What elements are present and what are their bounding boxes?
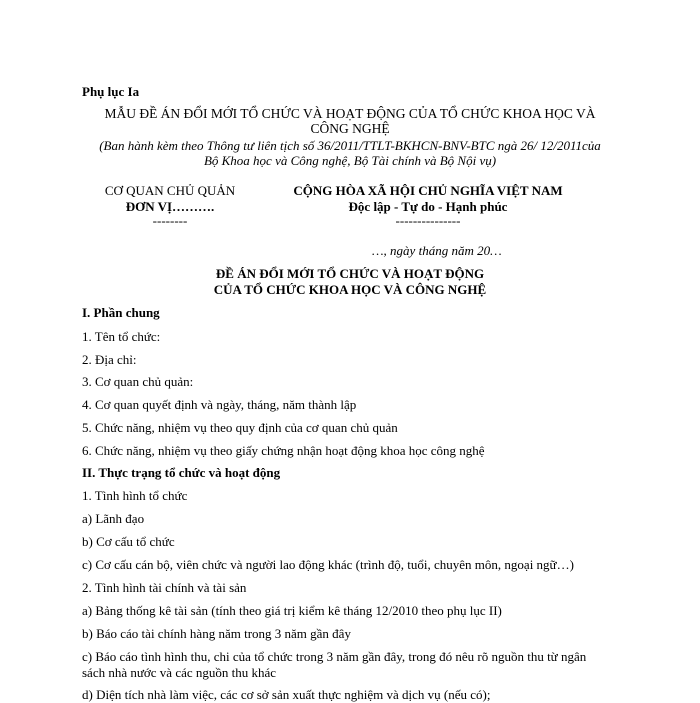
section1-item: 6. Chức năng, nhiệm vụ theo giấy chứng nhận hoạt động khoa học công nghệ	[82, 443, 485, 458]
doc-title-line1: ĐỀ ÁN ĐỔI MỚI TỔ CHỨC VÀ HOẠT ĐỘNG	[215, 266, 485, 281]
header-left-dashes: --------	[152, 213, 188, 228]
date-line: …, ngày tháng năm 20…	[372, 243, 502, 258]
section1-heading: I. Phần chung	[82, 305, 160, 320]
issued-note-line2: Bộ Khoa học và Công nghệ, Bộ Tài chính và Bộ Nội vụ)	[203, 153, 497, 168]
section2-item: c) Cơ cấu cán bộ, viên chức và người lao động khác (trình độ, tuổi, chuyên môn, ngoại ngữ…)	[82, 557, 574, 572]
section1-item: 3. Cơ quan chủ quản:	[82, 374, 194, 389]
template-title-line1: MẪU ĐỀ ÁN ĐỔI MỚI TỔ CHỨC VÀ HOẠT ĐỘNG CỦA TỔ CHỨC KHOA HỌC VÀ	[104, 106, 596, 121]
template-title-line2: CÔNG NGHỆ	[310, 121, 390, 136]
section1-item: 1. Tên tổ chức:	[82, 329, 161, 344]
section2-item: c) Báo cáo tình hình thu, chi của tổ chức trong 3 năm gần đây, trong đó nêu rõ nguồn thu từ ngân	[82, 649, 587, 664]
header-right-dashes: ---------------	[395, 213, 461, 228]
header-nation: CỘNG HÒA XÃ HỘI CHỦ NGHĨA VIỆT NAM	[293, 183, 563, 198]
section2-item: a) Bảng thống kê tài sản (tính theo giá trị kiểm kê tháng 12/2010 theo phụ lục II)	[82, 603, 502, 618]
header-unit: ĐƠN VỊ……….	[125, 199, 215, 214]
section2-item: a) Lãnh đạo	[82, 511, 145, 526]
doc-title-line2: CỦA TỔ CHỨC KHOA HỌC VÀ CÔNG NGHỆ	[213, 282, 487, 297]
section1-item: 4. Cơ quan quyết định và ngày, tháng, năm thành lập	[82, 397, 357, 412]
section1-item: 2. Địa chỉ:	[82, 352, 137, 367]
appendix-label: Phụ lục Ia	[82, 84, 140, 99]
issued-note-line1: (Ban hành kèm theo Thông tư liên tịch số 36/2011/TTLT-BKHCN-BNV-BTC ngà 26/ 12/2011của	[99, 138, 601, 153]
section2-item: d) Diện tích nhà làm việc, các cơ sở sản xuất thực nghiệm và dịch vụ (nếu có);	[82, 687, 491, 702]
section2-item-continued: sách nhà nước và các nguồn thu khác	[82, 665, 277, 680]
section2-item: b) Báo cáo tài chính hàng năm trong 3 năm gần đây	[82, 626, 351, 641]
section1-item: 5. Chức năng, nhiệm vụ theo quy định của cơ quan chủ quản	[82, 420, 398, 435]
header-motto: Độc lập - Tự do - Hạnh phúc	[348, 199, 508, 214]
section2-item: b) Cơ cấu tổ chức	[82, 534, 175, 549]
header-agency: CƠ QUAN CHỦ QUẢN	[104, 183, 236, 198]
section2-item: 1. Tình hình tổ chức	[82, 488, 188, 503]
section2-heading: II. Thực trạng tổ chức và hoạt động	[82, 465, 281, 480]
section2-item: 2. Tình hình tài chính và tài sản	[82, 580, 247, 595]
